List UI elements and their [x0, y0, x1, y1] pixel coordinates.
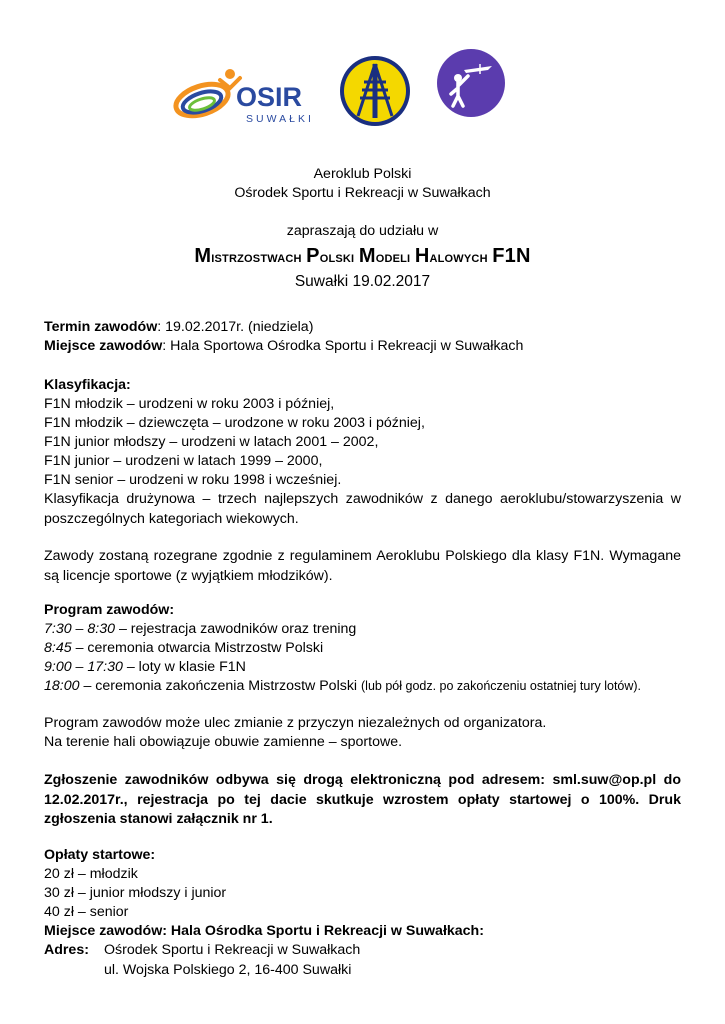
fee-item: 30 zł – junior młodszy i junior — [44, 885, 227, 901]
logo-row — [0, 44, 725, 134]
invite-line: zapraszają do udziału w — [286, 223, 439, 239]
org-line-1: Aeroklub Polski — [313, 166, 412, 182]
term-line: Termin zawodów: 19.02.2017r. (niedziela) — [44, 319, 314, 335]
list-item: F1N młodzik – dziewczęta – urodzone w roku 2003 i później, — [44, 415, 425, 431]
fee-item: 40 zł – senior — [44, 904, 129, 920]
classification-heading: Klasyfikacja: — [44, 377, 131, 393]
address-line-2: ul. Wojska Polskiego 2, 16-400 Suwałki — [104, 962, 352, 978]
list-item: F1N junior – urodzeni w latach 1999 – 2000, — [44, 453, 323, 469]
note-line: Program zawodów może ulec zmianie z przyczyn niezależnych od organizatora. — [44, 715, 547, 731]
list-item: F1N junior młodszy – urodzeni w latach 2001 – 2002, — [44, 434, 379, 450]
fee-item: 20 zł – młodzik — [44, 866, 138, 882]
indoor-model-flyer-icon — [436, 48, 506, 118]
list-item: F1N senior – urodzeni w roku 1998 i wcześniej. — [44, 472, 342, 488]
osir-logo — [172, 66, 322, 128]
venue-line: Miejsce zawodów: Hala Sportowa Ośrodka Sportu i Rekreacji w Suwałkach — [44, 338, 524, 354]
rules-paragraph: Zawody zostaną rozegrane zgodnie z regulaminem Aeroklubu Polskiego dla klasy F1N. Wymagane są licencje sportowe (z wyjątkiem młodzików). — [44, 548, 681, 584]
aeroclub-emblem-icon — [338, 54, 412, 128]
registration-paragraph: Zgłoszenie zawodników odbywa się drogą elektroniczną pod adresem: sml.suw@op.pl do 12.02.2017r., rejestracja po tej dacie skutkuje wzrostem opłaty startowej o 100%. Druk zgłoszenia stanowi załącznik nr 1. — [44, 772, 681, 827]
program-item: 18:00 – ceremonia zakończenia Mistrzostw Polski (lub pół godz. po zakończeniu ostatniej tury lotów). — [44, 678, 642, 694]
program-item: 9:00 – 17:30 – loty w klasie F1N — [44, 659, 246, 675]
team-classification: Klasyfikacja drużynowa – trzech najlepszych zawodników z danego aeroklubu/stowarzyszenia w poszczególnych kategoriach wiekowych. — [44, 491, 681, 527]
list-item: F1N młodzik – urodzeni w roku 2003 i później, — [44, 396, 335, 412]
page-title: Mistrzostwach Polski Modeli Halowych F1N — [194, 245, 531, 267]
note-line: Na terenie hali obowiązuje obuwie zamienne – sportowe. — [44, 734, 403, 750]
org-line-2: Ośrodek Sportu i Rekreacji w Suwałkach — [234, 185, 491, 201]
osir-city: SUWAŁKI — [246, 113, 314, 125]
place-date: Suwałki 19.02.2017 — [294, 273, 431, 290]
program-item: 8:45 – ceremonia otwarcia Mistrzostw Polski — [44, 640, 324, 656]
program-item: 7:30 – 8:30 – rejestracja zawodników oraz trening — [44, 621, 357, 637]
address-label: Adres: — [44, 942, 89, 958]
fees-heading: Opłaty startowe: — [44, 847, 156, 863]
venue-heading: Miejsce zawodów: Hala Ośrodka Sportu i Rekreacji w Suwałkach: — [44, 923, 484, 939]
osir-name: OSIR — [236, 82, 303, 112]
program-heading: Program zawodów: — [44, 602, 175, 618]
address-line-1: Ośrodek Sportu i Rekreacji w Suwałkach — [104, 942, 361, 958]
